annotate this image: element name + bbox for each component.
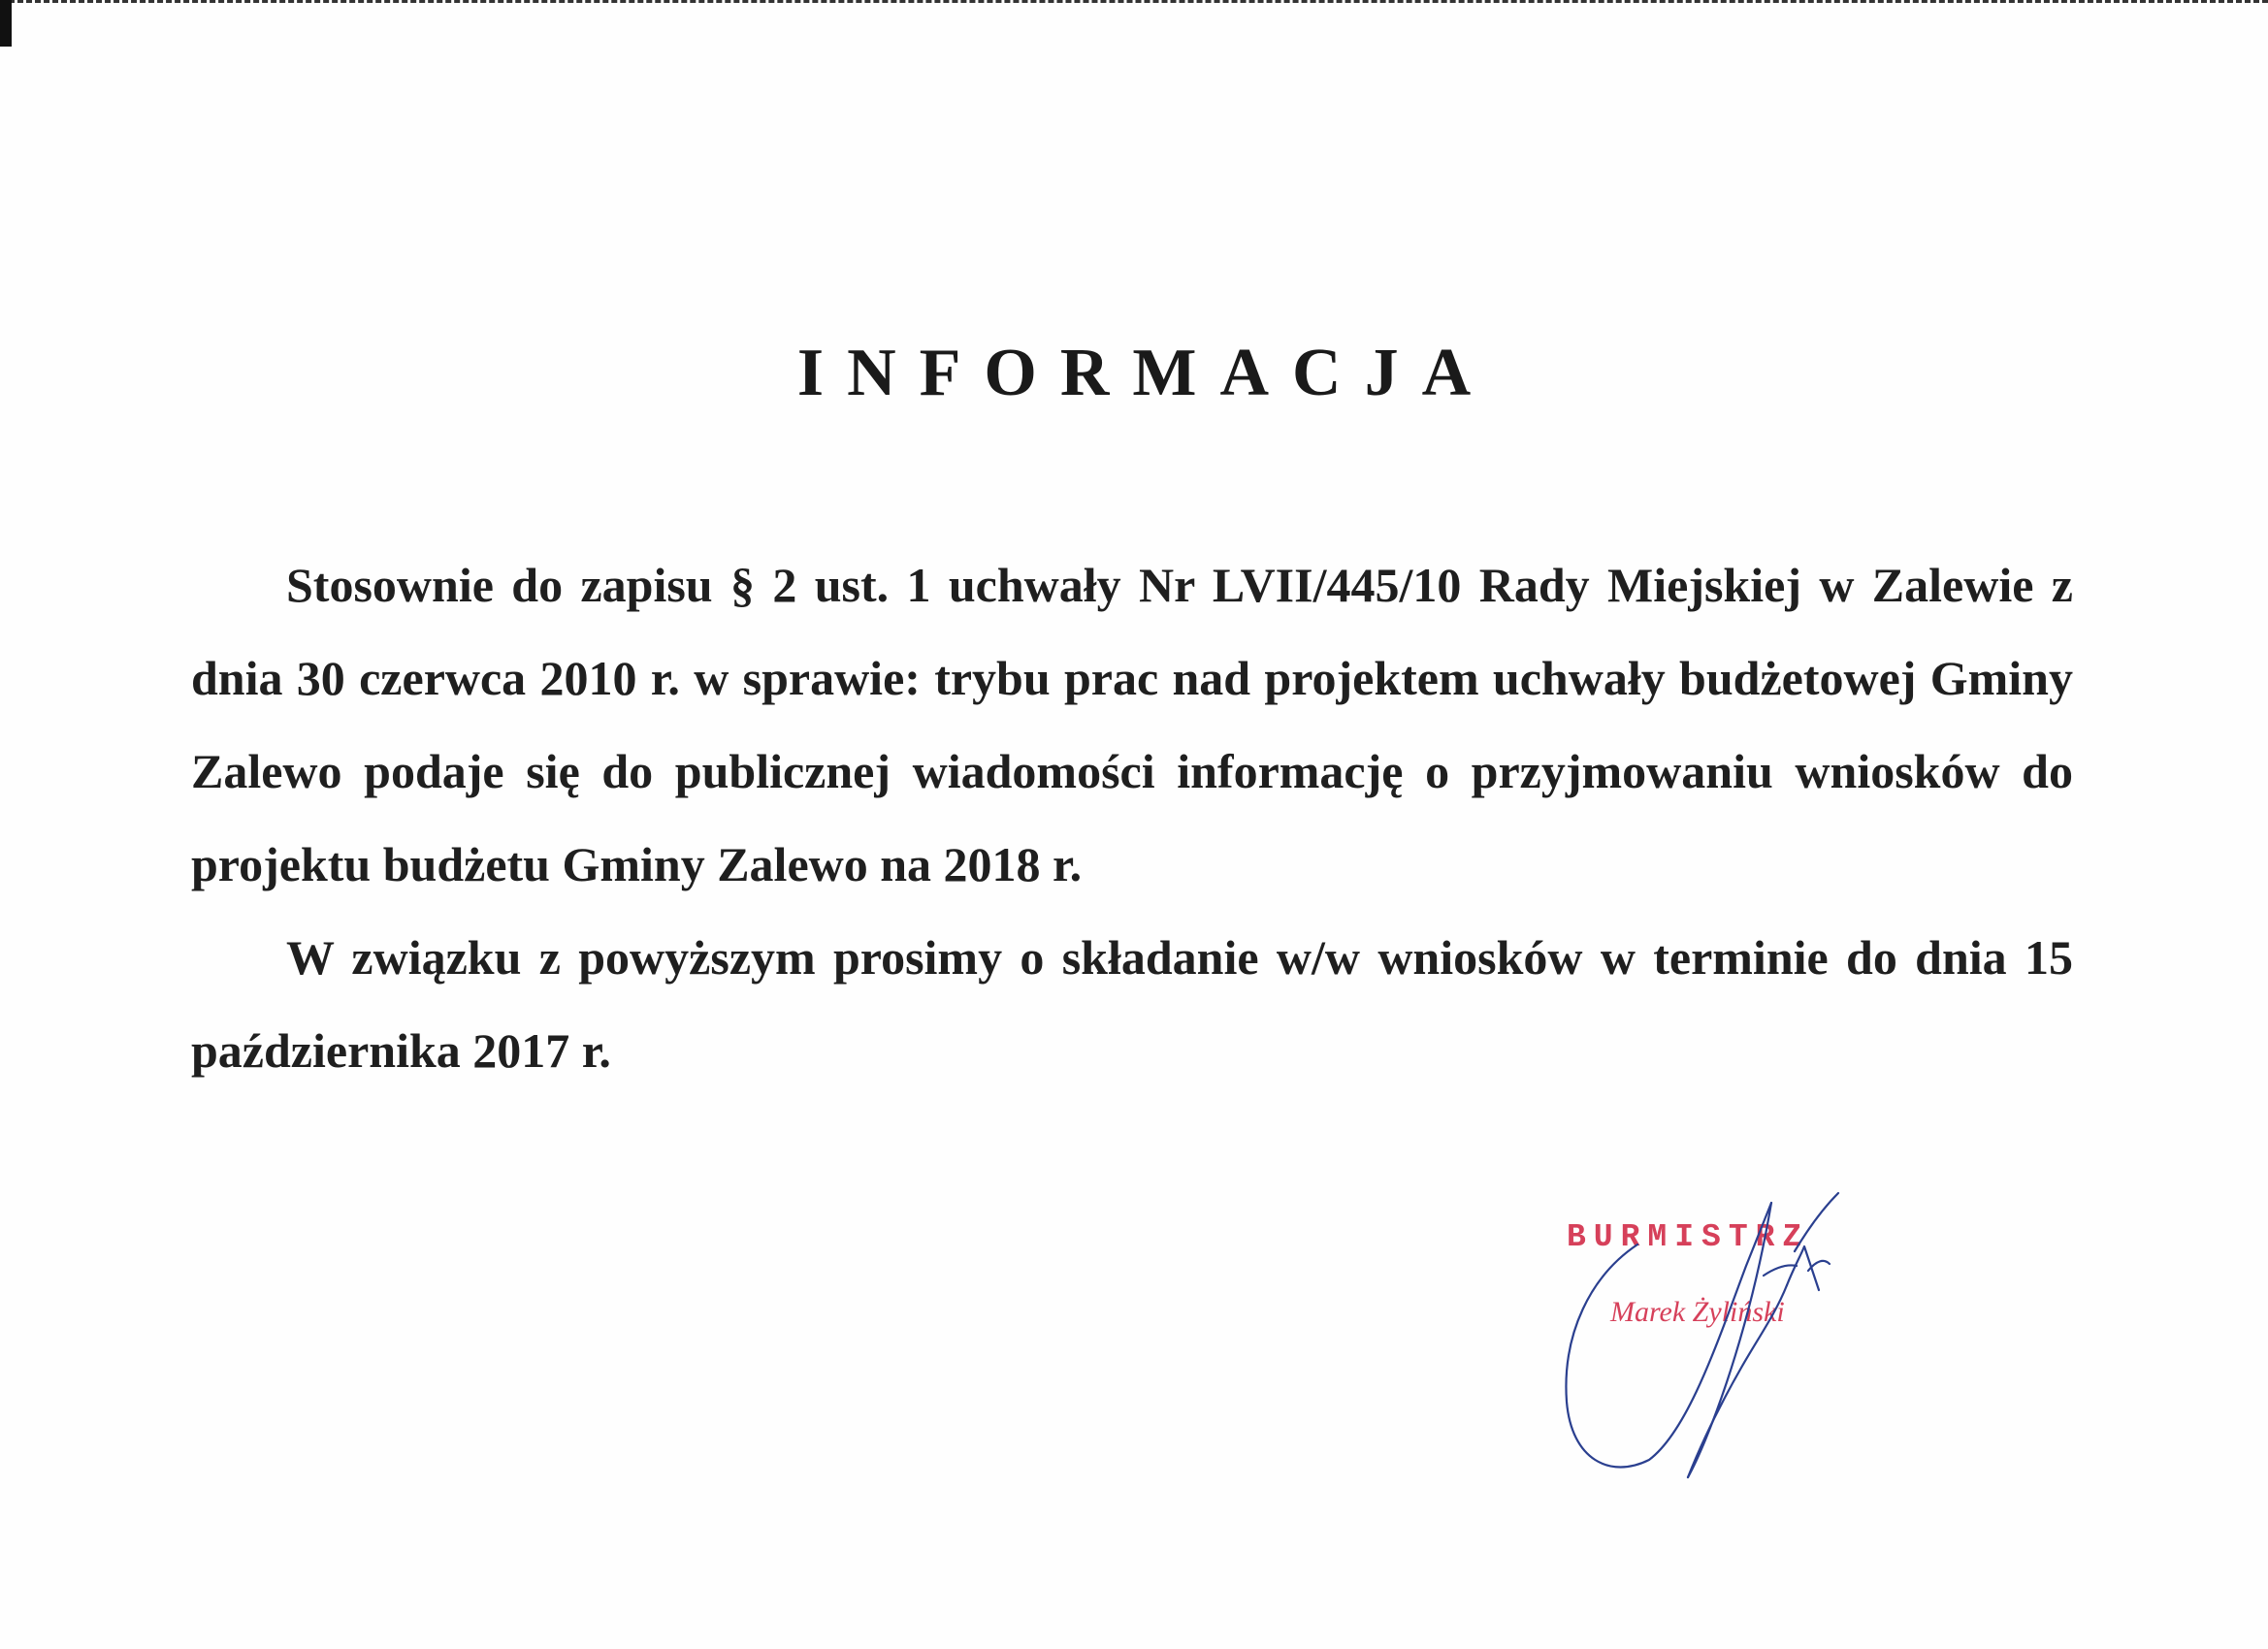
document-body [191, 538, 2073, 1097]
scan-top-edge [0, 0, 2268, 5]
stamp-name: Marek Żyliński [1610, 1296, 1785, 1328]
scan-corner-mark [0, 0, 12, 47]
paragraph-2: W związku z powyższym prosimy o składanie w/w wniosków w terminie do dnia 15 października 2017 r. [191, 930, 2073, 1078]
document-title: INFORMACJA [796, 336, 1495, 410]
paragraph-1: Stosownie do zapisu § 2 ust. 1 uchwały Nr LVII/445/10 Rady Miejskiej w Zalewie z dnia 30 czerwca 2010 r. w sprawie: trybu prac nad projektem uchwały budżetowej Gminy Zalewo podaje się do publicznej wiadomości informację o przyjmowaniu wniosków do projektu budżetu Gminy Zalewo na 2018 r. [191, 558, 2073, 891]
handwritten-signature [1533, 1169, 1901, 1489]
stamp-office: BURMISTRZ [1567, 1219, 1810, 1255]
